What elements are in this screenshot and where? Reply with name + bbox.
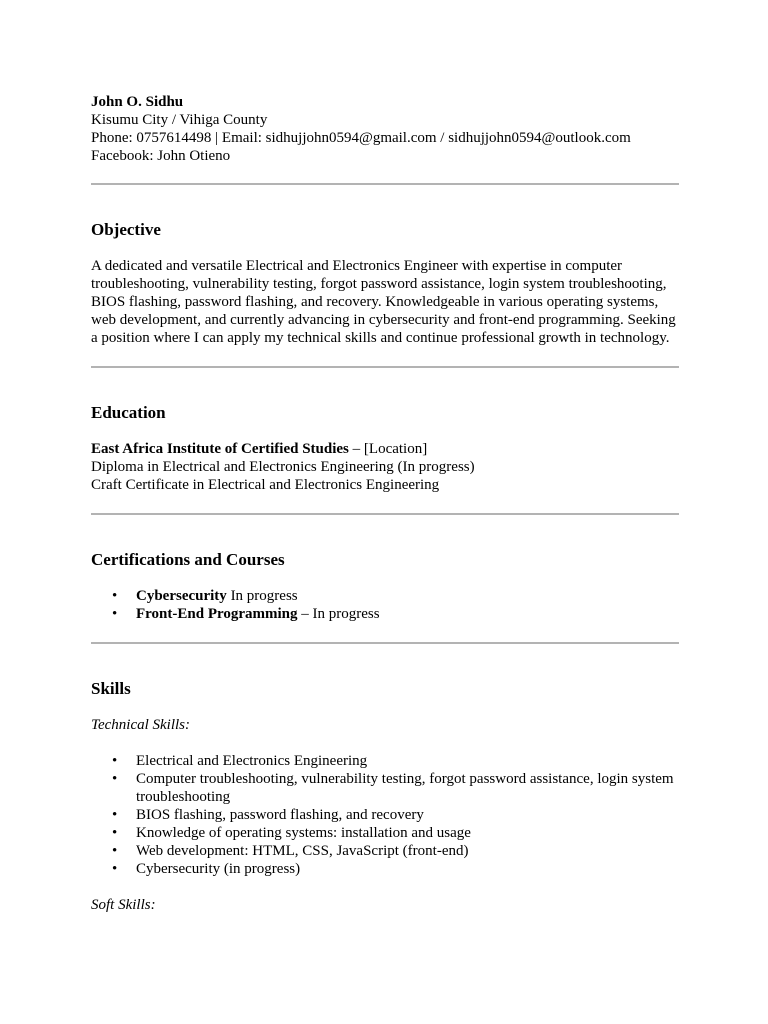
skill-text: Cybersecurity (in progress) [136, 861, 301, 877]
soft-skills-label: Soft Skills: [91, 897, 156, 913]
list-item [91, 752, 679, 770]
technical-skills-label: Technical Skills: [91, 717, 191, 733]
skill-text: Web development: HTML, CSS, JavaScript (front-end) [136, 843, 469, 859]
bullet-icon: • [112, 588, 118, 604]
certifications-list [91, 587, 679, 623]
bullet-icon: • [112, 861, 118, 877]
education-institution-line [91, 440, 679, 458]
list-item [91, 770, 679, 806]
certification-status: In progress [226, 588, 298, 604]
applicant-contact: Phone: 0757614498 | Email: sidhujjohn0594@gmail.com / sidhujjohn0594@outlook.com [91, 130, 631, 146]
certification-status: – In progress [297, 606, 380, 622]
applicant-name: John O. Sidhu [91, 94, 184, 110]
list-item [91, 860, 679, 878]
bullet-icon: • [112, 825, 118, 841]
list-item [91, 842, 679, 860]
skills-heading: Skills [91, 679, 131, 698]
skill-text: Knowledge of operating systems: installation and usage [136, 825, 471, 841]
list-item [91, 605, 679, 623]
education-institution: East Africa Institute of Certified Studies [91, 441, 349, 457]
education-item: Craft Certificate in Electrical and Electronics Engineering [91, 477, 440, 493]
applicant-facebook: Facebook: John Otieno [91, 148, 231, 164]
objective-heading: Objective [91, 220, 161, 239]
certifications-heading: Certifications and Courses [91, 550, 285, 569]
skill-text: Computer troubleshooting, vulnerability testing, forgot password assistance, login system troubleshooting [136, 771, 674, 805]
skill-text: BIOS flashing, password flashing, and recovery [136, 807, 424, 823]
skill-text: Electrical and Electronics Engineering [136, 753, 368, 769]
divider [91, 366, 679, 368]
divider [91, 183, 679, 185]
divider [91, 642, 679, 644]
certification-title: Cybersecurity [136, 588, 227, 604]
applicant-location: Kisumu City / Vihiga County [91, 112, 268, 128]
resume-page [91, 93, 679, 914]
education-item: Diploma in Electrical and Electronics Engineering (In progress) [91, 459, 475, 475]
technical-skills-list [91, 752, 679, 878]
education-block [91, 440, 679, 494]
bullet-icon: • [112, 606, 118, 622]
objective-text: A dedicated and versatile Electrical and Electronics Engineer with expertise in computer troubleshooting, vulnerability testing, forgot password assistance, login system troubleshooting, BIOS flashing, password flashing, and recovery. Knowledgeable in various operating systems, web development, and currently advancing in cybersecurity and front-end programming. Seeking a position where I can apply my technical skills and continue professional growth in technology. [91, 258, 676, 346]
certification-title: Front-End Programming [136, 606, 298, 622]
education-heading: Education [91, 403, 166, 422]
list-item [91, 806, 679, 824]
bullet-icon: • [112, 771, 118, 787]
bullet-icon: • [112, 753, 118, 769]
list-item [91, 587, 679, 605]
list-item [91, 824, 679, 842]
divider [91, 513, 679, 515]
bullet-icon: • [112, 807, 118, 823]
education-location: – [Location] [348, 441, 428, 457]
header-block [91, 93, 679, 165]
bullet-icon: • [112, 843, 118, 859]
